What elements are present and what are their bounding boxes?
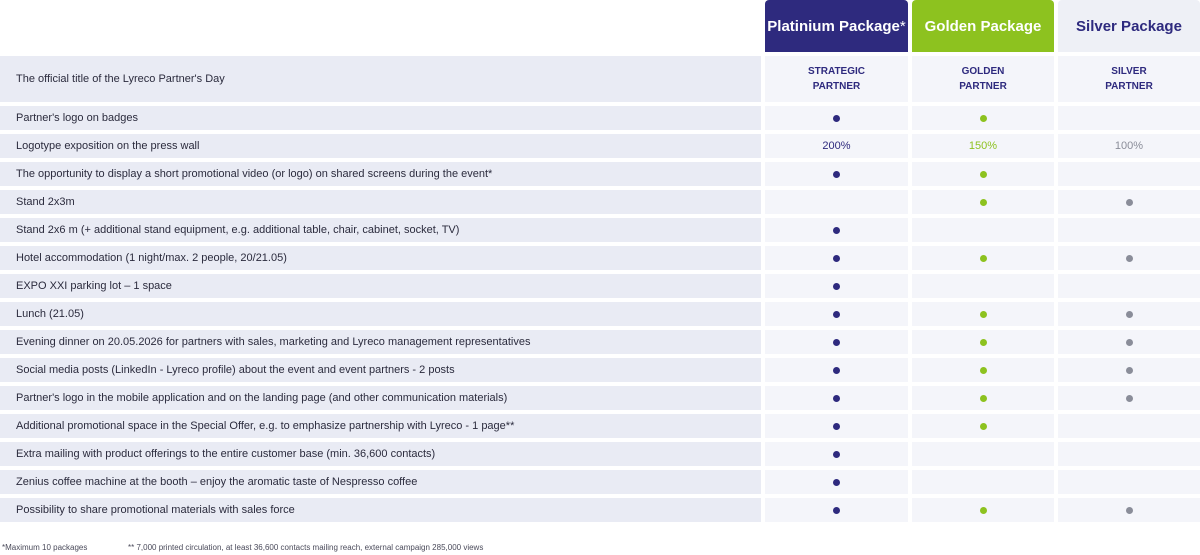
feature-cell [0, 386, 761, 410]
silver-value: 100% [1114, 140, 1144, 152]
golden-cell [912, 274, 1054, 298]
platinum-included-dot-icon [833, 283, 840, 290]
platinum-cell [765, 358, 908, 382]
platinum-included-dot-icon [833, 171, 840, 178]
table-row [0, 246, 1200, 270]
silver-package-header [1058, 0, 1200, 52]
platinum-cell [765, 274, 908, 298]
silver-cell [1058, 498, 1200, 522]
golden-partner-label: GOLDEN PARTNER [959, 66, 1007, 92]
silver-included-dot-icon [1126, 367, 1133, 374]
table-row [0, 274, 1200, 298]
golden-cell [912, 218, 1054, 242]
platinum-value: 200% [822, 140, 851, 152]
silver-cell [1058, 302, 1200, 326]
silver-included-dot-icon [1126, 199, 1133, 206]
platinum-cell [765, 470, 908, 494]
silver-cell [1058, 414, 1200, 438]
table-row [0, 386, 1200, 410]
silver-cell [1058, 218, 1200, 242]
title-row [0, 56, 1200, 102]
table-row [0, 218, 1200, 242]
golden-included-dot-icon [980, 367, 987, 374]
silver-cell [1058, 330, 1200, 354]
golden-cell [912, 470, 1054, 494]
feature-label: Stand 2x6 m (+ additional stand equipment, e.g. additional table, chair, cabinet, socket, TV) [16, 224, 460, 236]
silver-cell [1058, 274, 1200, 298]
platinum-cell [765, 162, 908, 186]
golden-cell [912, 498, 1054, 522]
feature-label: Evening dinner on 20.05.2026 for partners with sales, marketing and Lyreco management representatives [16, 336, 531, 348]
golden-included-dot-icon [980, 115, 987, 122]
feature-label: The opportunity to display a short promotional video (or logo) on shared screens during the event* [16, 168, 493, 180]
platinum-included-dot-icon [833, 367, 840, 374]
table-row [0, 358, 1200, 382]
platinum-cell [765, 246, 908, 270]
platinum-cell [765, 134, 908, 158]
platinum-cell [765, 106, 908, 130]
feature-cell [0, 302, 761, 326]
feature-label: EXPO XXI parking lot – 1 space [16, 280, 172, 292]
platinum-cell [765, 302, 908, 326]
platinum-included-dot-icon [833, 339, 840, 346]
feature-cell [0, 330, 761, 354]
silver-cell [1058, 386, 1200, 410]
title-row-platinum-cell [765, 56, 908, 102]
table-row [0, 106, 1200, 130]
footnote-packages: *Maximum 10 packages [2, 543, 88, 552]
platinum-included-dot-icon [833, 395, 840, 402]
golden-cell [912, 442, 1054, 466]
feature-label: Hotel accommodation (1 night/max. 2 people, 20/21.05) [16, 252, 287, 264]
platinum-cell [765, 498, 908, 522]
silver-included-dot-icon [1126, 507, 1133, 514]
feature-label: Lunch (21.05) [16, 308, 84, 320]
feature-cell [0, 498, 761, 522]
golden-included-dot-icon [980, 171, 987, 178]
platinum-cell [765, 386, 908, 410]
silver-cell [1058, 162, 1200, 186]
title-row-silver-cell [1058, 56, 1200, 102]
silver-included-dot-icon [1126, 395, 1133, 402]
platinum-included-dot-icon [833, 423, 840, 430]
silver-included-dot-icon [1126, 311, 1133, 318]
platinum-included-dot-icon [833, 227, 840, 234]
platinum-cell [765, 442, 908, 466]
golden-cell [912, 386, 1054, 410]
platinum-included-dot-icon [833, 451, 840, 458]
table-row [0, 302, 1200, 326]
golden-cell [912, 414, 1054, 438]
table-row [0, 134, 1200, 158]
table-row [0, 498, 1200, 522]
golden-package-header [912, 0, 1054, 52]
golden-cell [912, 246, 1054, 270]
platinum-cell [765, 414, 908, 438]
golden-cell [912, 134, 1054, 158]
golden-included-dot-icon [980, 199, 987, 206]
title-row-feature: The official title of the Lyreco Partner's Day [16, 73, 225, 85]
golden-cell [912, 106, 1054, 130]
feature-cell [0, 358, 761, 382]
feature-cell [0, 414, 761, 438]
silver-cell [1058, 470, 1200, 494]
feature-label: Additional promotional space in the Special Offer, e.g. to emphasize partnership with Lyreco - 1 page** [16, 420, 515, 432]
feature-label: Social media posts (LinkedIn - Lyreco profile) about the event and event partners - 2 posts [16, 364, 455, 376]
platinum-included-dot-icon [833, 255, 840, 262]
feature-cell [0, 162, 761, 186]
feature-label: Zenius coffee machine at the booth – enjoy the aromatic taste of Nespresso coffee [16, 476, 418, 488]
footnote-circulation: ** 7,000 printed circulation, at least 36,600 contacts mailing reach, external campaign 285,000 views [128, 543, 484, 552]
feature-label: Stand 2x3m [16, 196, 75, 208]
feature-cell [0, 134, 761, 158]
golden-cell [912, 302, 1054, 326]
golden-included-dot-icon [980, 255, 987, 262]
title-row-golden-cell [912, 56, 1054, 102]
silver-partner-label: SILVER PARTNER [1105, 66, 1153, 92]
strategic-partner-label: STRATEGIC PARTNER [807, 66, 866, 92]
silver-package-label: Silver Package [1076, 17, 1182, 35]
golden-cell [912, 358, 1054, 382]
feature-cell [0, 106, 761, 130]
golden-included-dot-icon [980, 507, 987, 514]
silver-cell [1058, 106, 1200, 130]
feature-cell [0, 442, 761, 466]
feature-label: Possibility to share promotional materials with sales force [16, 504, 295, 516]
golden-value: 150% [968, 140, 998, 152]
feature-label: Logotype exposition on the press wall [16, 140, 200, 152]
platinum-cell [765, 218, 908, 242]
feature-cell [0, 218, 761, 242]
table-row [0, 470, 1200, 494]
silver-cell [1058, 442, 1200, 466]
feature-label: Partner's logo in the mobile application and on the landing page (and other communication materials) [16, 392, 508, 404]
platinum-included-dot-icon [833, 479, 840, 486]
silver-included-dot-icon [1126, 255, 1133, 262]
feature-cell [0, 190, 761, 214]
title-row-feature-cell [0, 56, 761, 102]
silver-cell [1058, 246, 1200, 270]
feature-cell [0, 246, 761, 270]
table-row [0, 442, 1200, 466]
platinum-cell [765, 330, 908, 354]
table-row [0, 330, 1200, 354]
table-row [0, 162, 1200, 186]
golden-included-dot-icon [980, 423, 987, 430]
silver-cell [1058, 358, 1200, 382]
platinum-included-dot-icon [833, 115, 840, 122]
silver-cell [1058, 134, 1200, 158]
platinum-cell [765, 190, 908, 214]
platinum-package-label: Platinium Package [767, 17, 900, 35]
table-row [0, 414, 1200, 438]
silver-cell [1058, 190, 1200, 214]
table-row [0, 190, 1200, 214]
platinum-included-dot-icon [833, 311, 840, 318]
golden-package-label: Golden Package [924, 17, 1042, 35]
platinum-included-dot-icon [833, 507, 840, 514]
golden-cell [912, 162, 1054, 186]
golden-cell [912, 330, 1054, 354]
golden-included-dot-icon [980, 395, 987, 402]
feature-label: Extra mailing with product offerings to the entire customer base (min. 36,600 contacts) [16, 448, 436, 460]
golden-included-dot-icon [980, 339, 987, 346]
platinum-package-header [765, 0, 908, 52]
silver-included-dot-icon [1126, 339, 1133, 346]
platinum-package-footnote-mark: * [899, 17, 906, 35]
feature-cell [0, 470, 761, 494]
golden-cell [912, 190, 1054, 214]
feature-cell [0, 274, 761, 298]
feature-label: Partner's logo on badges [16, 112, 138, 124]
golden-included-dot-icon [980, 311, 987, 318]
